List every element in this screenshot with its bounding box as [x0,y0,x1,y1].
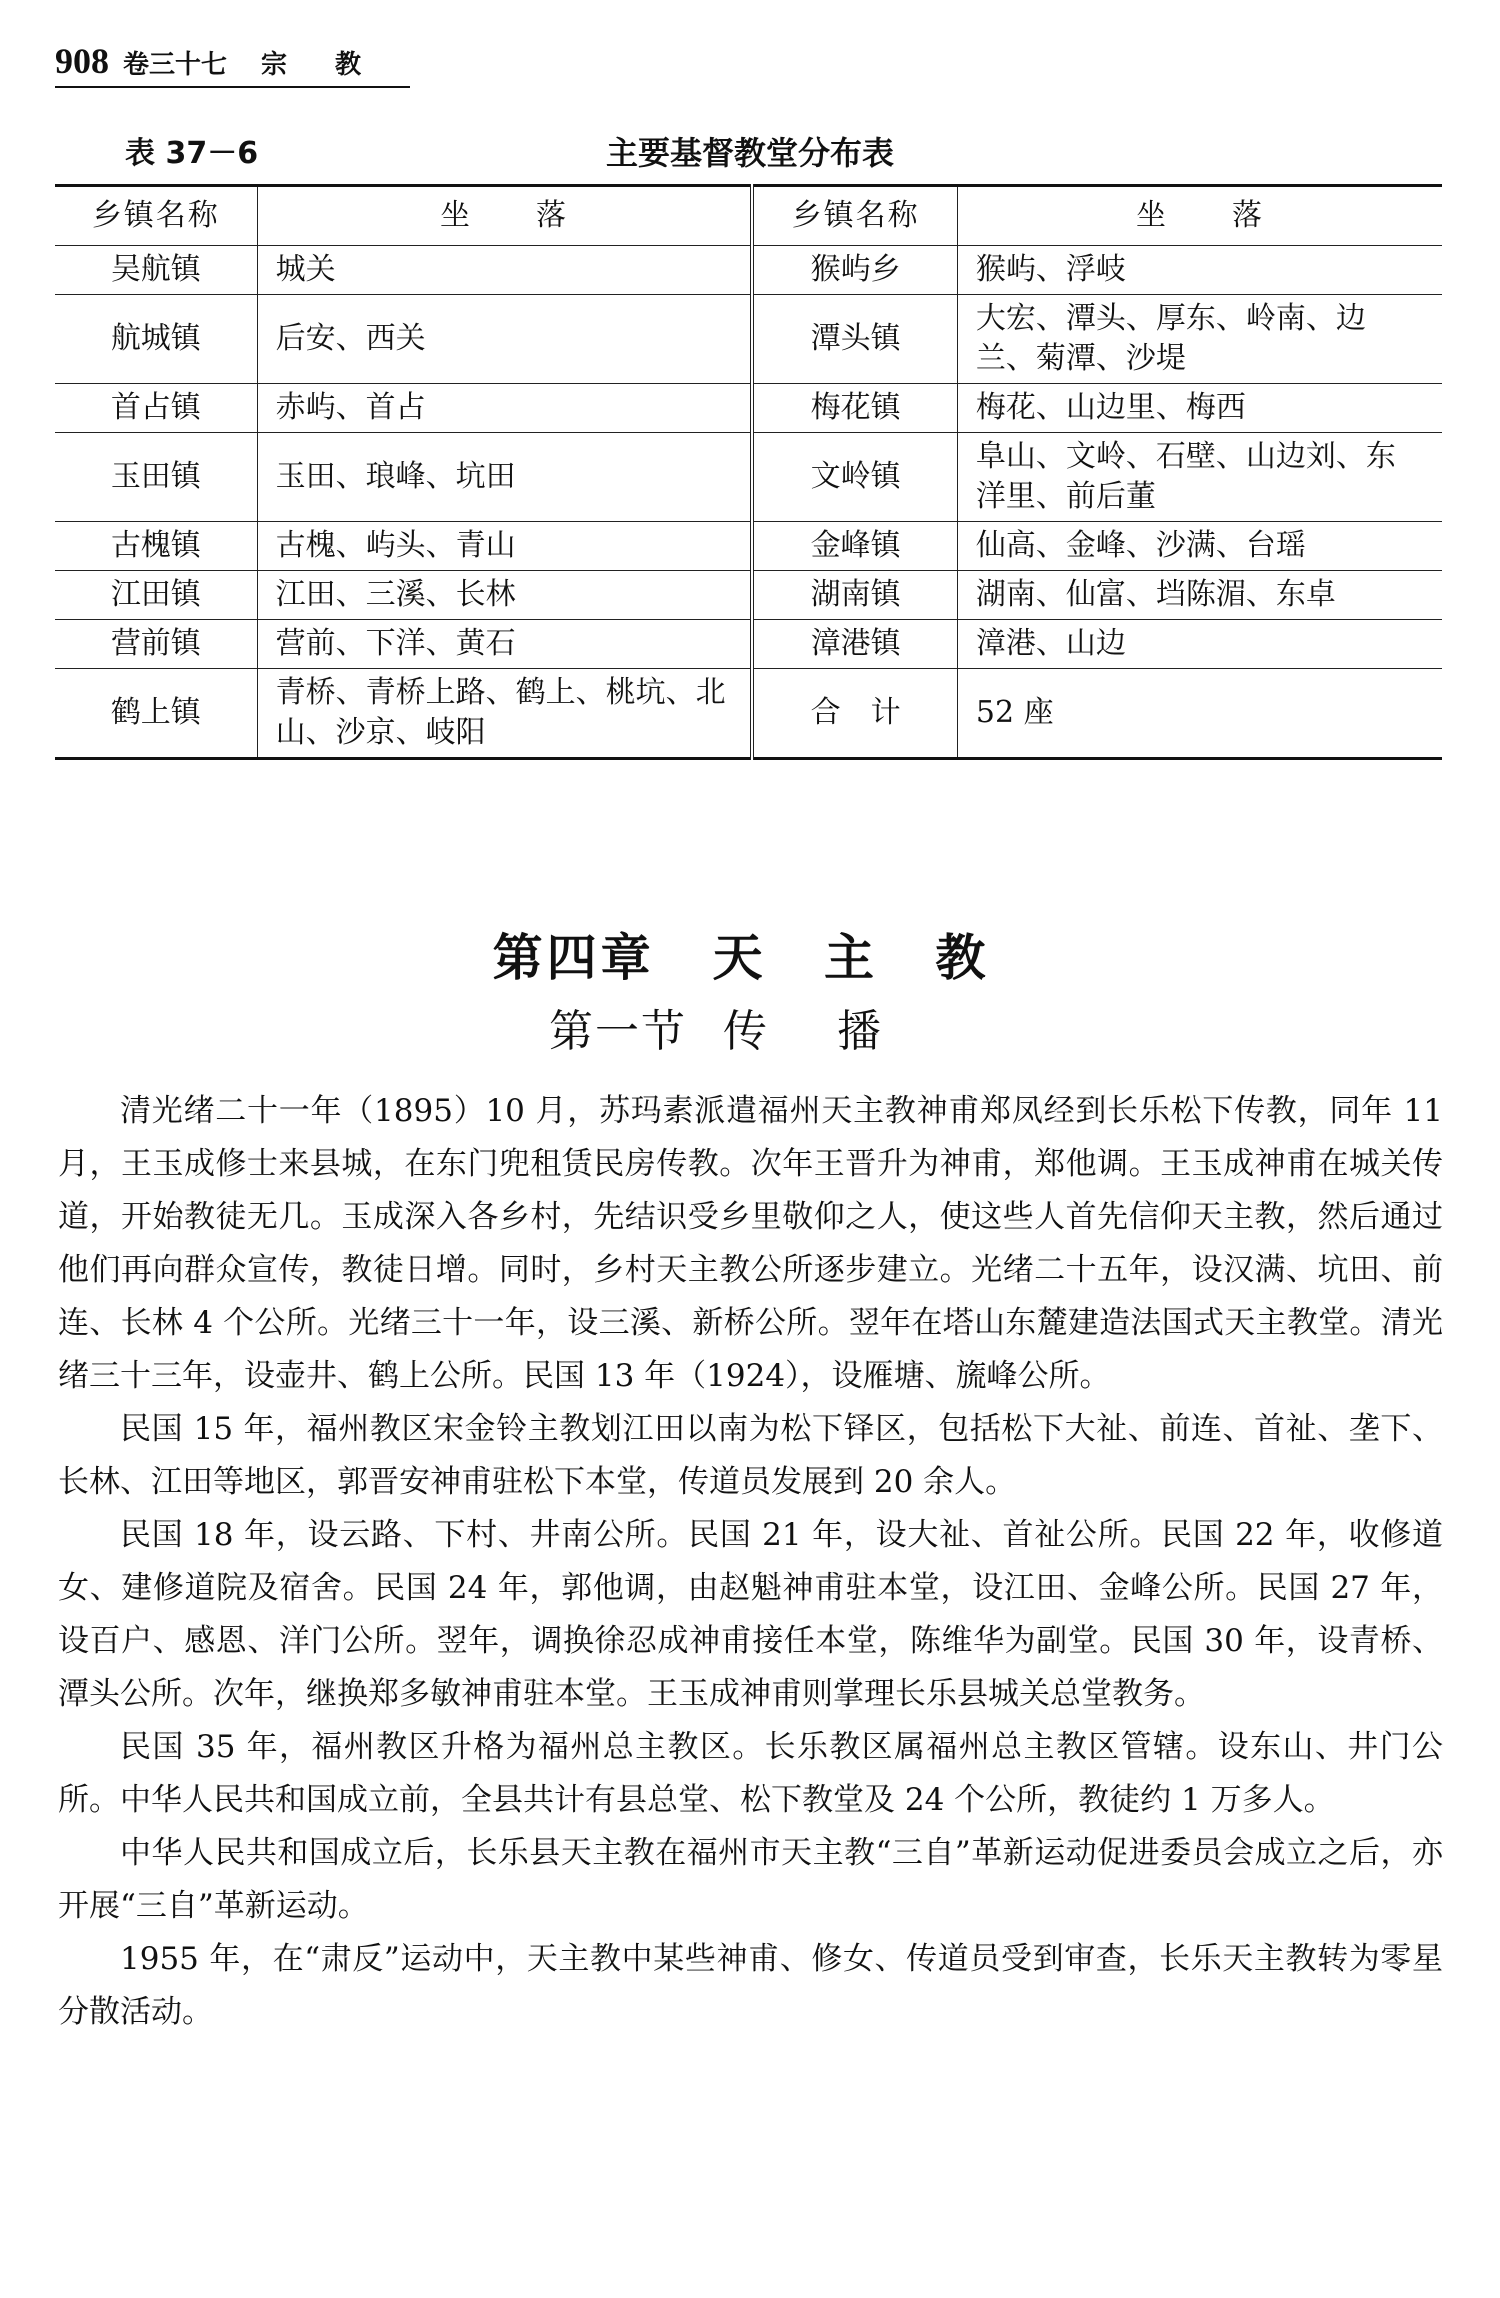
chapter-heading [0,918,1500,990]
town-cell: 猴屿乡 [752,246,957,295]
chapter-name: 天 主 教 [712,929,1008,987]
location-cell: 猴屿、浮岐 [957,246,1442,295]
paragraph: 民国 18 年，设云路、下村、井南公所。民国 21 年，设大祉、首祉公所。民国 22 年，收修道女、建修道院及宿舍。民国 24 年，郭他调，由赵魁神甫驻本堂，设江田、金峰公所。民国 27 年，设百户、感恩、洋门公所。翌年，调换徐忍成神甫接任本堂，陈维华为副堂。民国 30 年，设青桥、潭头公所。次年，继换郑多敏神甫驻本堂。王玉成神甫则掌理长乐县城关总堂教务。 [58,1517,1443,1712]
location-cell: 仙高、金峰、沙满、台瑶 [957,522,1442,571]
table-row [55,433,1442,522]
town-cell: 鹤上镇 [55,669,257,759]
header-town-left: 乡镇名称 [55,186,257,246]
section-label-a: 宗 [261,50,288,80]
town-cell: 玉田镇 [55,433,257,522]
town-cell: 湖南镇 [752,571,957,620]
table-row [55,295,1442,384]
body-text [58,1085,1443,2039]
header-location-left: 坐 落 [257,186,752,246]
town-cell: 首占镇 [55,384,257,433]
town-cell: 吴航镇 [55,246,257,295]
table-header-row [55,186,1442,246]
section-name: 传播 [723,1006,951,1057]
section-heading [0,995,1500,1059]
table-row [55,246,1442,295]
location-cell: 梅花、山边里、梅西 [957,384,1442,433]
location-cell: 古槐、屿头、青山 [257,522,752,571]
location-cell: 漳港、山边 [957,620,1442,669]
location-cell: 后安、西关 [257,295,752,384]
town-cell: 合 计 [752,669,957,759]
town-cell: 文岭镇 [752,433,957,522]
table-row [55,522,1442,571]
town-cell: 航城镇 [55,295,257,384]
page-number: 908 [55,41,109,81]
header-location-right: 坐 落 [957,186,1442,246]
town-cell: 营前镇 [55,620,257,669]
paragraph: 民国 35 年，福州教区升格为福州总主教区。长乐教区属福州总主教区管辖。设东山、井门公所。中华人民共和国成立前，全县共计有县总堂、松下教堂及 24 个公所，教徒约 1 万多人。 [58,1729,1443,1818]
paragraph: 1955 年，在“肃反”运动中，天主教中某些神甫、修女、传道员受到审查，长乐天主教转为零星分散活动。 [58,1941,1443,2030]
table-title: 主要基督教堂分布表 [605,134,894,172]
volume-label: 卷三十七 [123,50,228,80]
paragraph: 清光绪二十一年（1895）10 月，苏玛素派遣福州天主教神甫郑凤经到长乐松下传教，同年 11 月，王玉成修士来县城，在东门兜租赁民房传教。次年王晋升为神甫，郑他调。王玉成神甫在城关传道，开始教徒无几。玉成深入各乡村，先结识受乡里敬仰之人，使这些人首先信仰天主教，然后通过他们再向群众宣传，教徒日增。同时，乡村天主教公所逐步建立。光绪二十五年，设汉满、坑田、前连、长林 4 个公所。光绪三十一年，设三溪、新桥公所。翌年在塔山东麓建造法国式天主教堂。清光绪三十三年，设壶井、鹤上公所。民国 13 年（1924），设雁塘、旒峰公所。 [58,1093,1443,1394]
running-header [55,40,410,88]
location-cell: 城关 [257,246,752,295]
location-cell: 湖南、仙富、垱陈湄、东卓 [957,571,1442,620]
location-cell: 营前、下洋、黄石 [257,620,752,669]
location-cell: 52 座 [957,669,1442,759]
location-cell: 赤屿、首占 [257,384,752,433]
location-cell: 玉田、琅峰、坑田 [257,433,752,522]
table-row [55,384,1442,433]
section-label-b: 教 [335,50,362,80]
table-row [55,669,1442,759]
church-distribution-table [55,184,1442,760]
header-town-right: 乡镇名称 [752,186,957,246]
location-cell: 阜山、文岭、石壁、山边刘、东洋里、前后董 [957,433,1442,522]
town-cell: 梅花镇 [752,384,957,433]
location-cell: 大宏、潭头、厚东、岭南、边兰、菊潭、沙堤 [957,295,1442,384]
location-cell: 江田、三溪、长林 [257,571,752,620]
town-cell: 漳港镇 [752,620,957,669]
town-cell: 金峰镇 [752,522,957,571]
table-row [55,620,1442,669]
town-cell: 古槐镇 [55,522,257,571]
table-row [55,571,1442,620]
paragraph: 民国 15 年，福州教区宋金铃主教划江田以南为松下铎区，包括松下大祉、前连、首祉、垄下、长林、江田等地区，郭晋安神甫驻松下本堂，传道员发展到 20 余人。 [58,1411,1443,1500]
town-cell: 江田镇 [55,571,257,620]
location-cell: 青桥、青桥上路、鹤上、桃坑、北山、沙京、岐阳 [257,669,752,759]
section-number: 第一节 [549,1006,687,1057]
chapter-number: 第四章 [492,929,655,987]
paragraph: 中华人民共和国成立后，长乐县天主教在福州市天主教“三自”革新运动促进委员会成立之后，亦开展“三自”革新运动。 [58,1835,1443,1924]
table-label: 表 37－6 [125,136,259,171]
town-cell: 潭头镇 [752,295,957,384]
